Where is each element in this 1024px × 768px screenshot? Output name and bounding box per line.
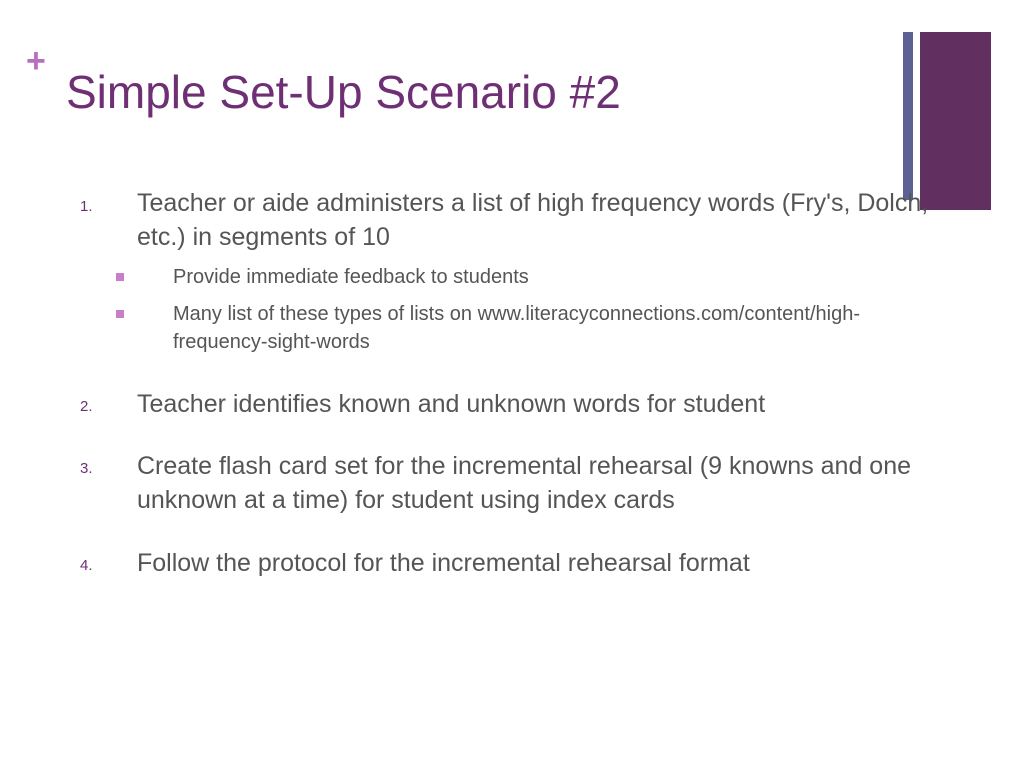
list-item-number: 4.: [80, 557, 93, 574]
list-item-text: Teacher or aide administers a list of high frequency words (Fry's, Dolch, etc.) in segments of 10: [137, 189, 929, 251]
list-item-text: Create flash card set for the incremental rehearsal (9 knowns and one unknown at a time) for student using index cards: [137, 452, 912, 514]
sub-list-item-text: Many list of these types of lists on www.literacyconnections.com/content/high-frequency-sight-words: [173, 303, 860, 353]
slide-title: Simple Set-Up Scenario #2: [66, 66, 621, 118]
list-item-number: 3.: [80, 460, 93, 477]
list-item-number: 2.: [80, 398, 93, 415]
sub-list-item-text: Provide immediate feedback to students: [173, 266, 529, 288]
list-item-number: 1.: [80, 198, 93, 215]
square-bullet-icon: [116, 310, 124, 318]
list-item-text: Follow the protocol for the incremental rehearsal format: [137, 549, 750, 577]
plus-icon: +: [26, 42, 46, 80]
square-bullet-icon: [116, 273, 124, 281]
list-item-text: Teacher identifies known and unknown words for student: [137, 390, 766, 418]
